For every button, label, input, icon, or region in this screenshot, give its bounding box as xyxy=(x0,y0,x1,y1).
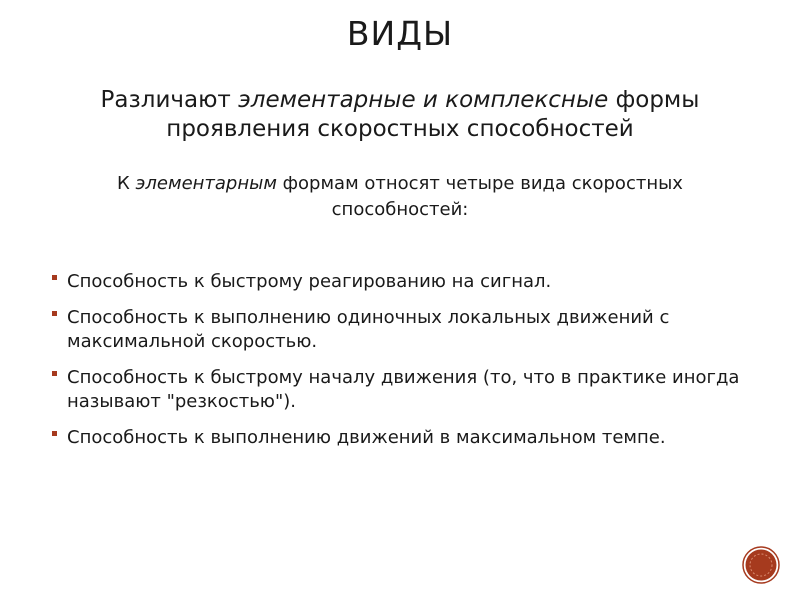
slide-title: ВИДЫ xyxy=(346,14,454,53)
subtitle-line-2: проявления скоростных способностей xyxy=(166,116,634,142)
bullet-text: Способность к быстрому реагированию на сигнал. xyxy=(67,271,552,292)
subtitle-italic: элементарные и комплексные xyxy=(238,87,609,113)
intro-text-1: К xyxy=(117,173,136,194)
bullet-text: Способность к быстрому началу движения (то, что в практике иногда называют "резкостью"). xyxy=(67,367,740,412)
bullet-square-icon xyxy=(52,311,57,316)
subtitle-text-1: Различают xyxy=(100,87,239,113)
slide-subtitle xyxy=(0,86,800,144)
bullet-text: Способность к выполнению одиночных локальных движений с максимальной скоростью. xyxy=(67,307,670,352)
intro-paragraph xyxy=(0,171,800,223)
bullet-list xyxy=(52,270,752,462)
bullet-square-icon xyxy=(52,371,57,376)
subtitle-text-2: формы xyxy=(608,87,700,113)
bullet-square-icon xyxy=(52,431,57,436)
intro-line-2: способностей: xyxy=(331,199,469,220)
slide-number-badge-icon xyxy=(742,546,780,584)
intro-text-2: формам относят четыре вида скоростных xyxy=(276,173,683,194)
bullet-text: Способность к выполнению движений в максимальном темпе. xyxy=(67,427,666,448)
intro-italic: элементарным xyxy=(135,173,277,194)
bullet-item xyxy=(52,270,752,294)
bullet-item xyxy=(52,306,752,354)
bullet-item xyxy=(52,426,752,450)
bullet-square-icon xyxy=(52,275,57,280)
bullet-item xyxy=(52,366,752,414)
